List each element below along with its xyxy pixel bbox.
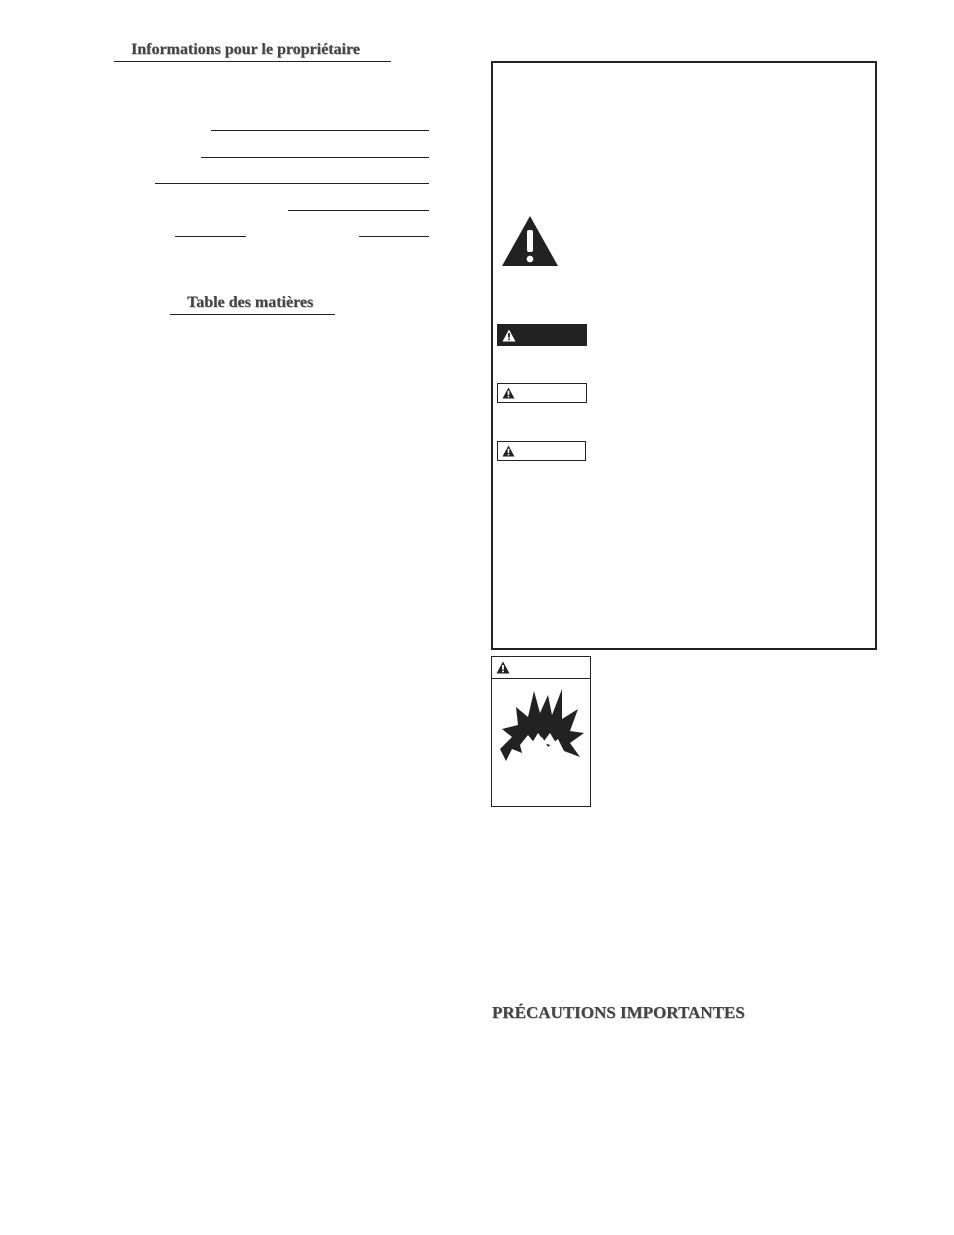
hazard-signal-header: [492, 657, 590, 679]
warning-triangle-icon: [502, 387, 515, 399]
explosion-icon: [498, 687, 584, 765]
signal-word-bar-2: [497, 383, 587, 403]
safety-alert-symbol: [500, 214, 560, 268]
owner-info-field-3[interactable]: [155, 183, 429, 184]
signal-word-bar-3: [497, 441, 586, 461]
warning-triangle-icon: [500, 214, 560, 268]
owner-info-field-1[interactable]: [211, 130, 429, 131]
toc-heading: Table des matières: [187, 294, 314, 311]
signal-word-bar-1: [497, 324, 587, 346]
owner-info-field-5b[interactable]: [359, 236, 429, 237]
warning-triangle-icon: [496, 661, 510, 674]
warning-triangle-icon: [502, 445, 515, 457]
warning-triangle-icon: [502, 329, 516, 342]
owner-info-field-5a[interactable]: [175, 236, 246, 237]
precautions-heading: PRÉCAUTIONS IMPORTANTES: [492, 1003, 745, 1022]
owner-info-heading-rule: [114, 61, 391, 62]
safety-info-frame: [491, 61, 877, 650]
owner-info-heading: Informations pour le propriétaire: [131, 41, 360, 58]
toc-heading-rule: [170, 314, 335, 315]
owner-info-field-4[interactable]: [288, 210, 429, 211]
owner-info-field-2[interactable]: [201, 157, 429, 158]
hazard-pictogram-box: [491, 656, 591, 807]
